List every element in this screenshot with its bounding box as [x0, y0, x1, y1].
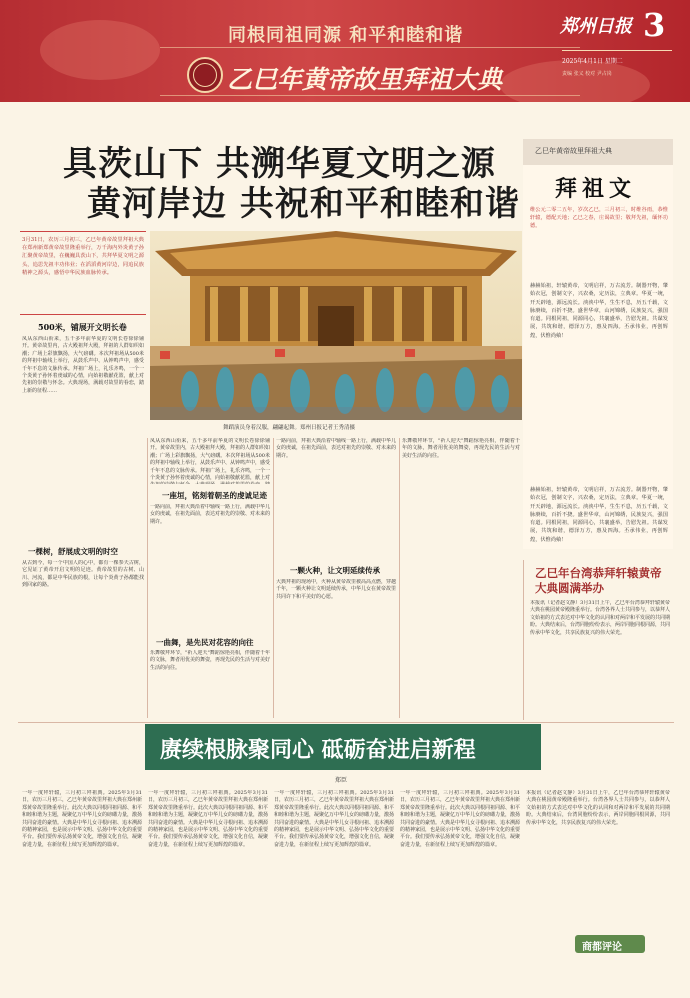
prayer-head-label: 乙巳年黄帝故里拜祖大典 [535, 147, 612, 155]
bottom-headline: 赓续根脉聚同心 砥砺奋进启新程 [160, 737, 476, 763]
taiwan-news-title-text: 乙巳年台湾恭拜轩辕黄帝大典圆满举办 [535, 566, 662, 595]
prayer-lead: 维公元二零二五年，岁次乙巳，三月初三，时维谷雨，恭惟轩辕，德配天地；乙巳之春，庄谒故里；敬拜先祖，缅怀功德。 [530, 207, 668, 229]
main-photo [150, 231, 522, 420]
paper-name: 郑州日报 [560, 16, 632, 37]
section-dance-title: 一曲舞，是先民对花容的向往 [156, 638, 254, 647]
photo-caption: 舞蹈演员身着汉服，翩翩起舞。郑州日报记者王秀清摄 [223, 425, 356, 431]
bottom-col-5: 本报讯（记者赵文静）3月31日上午，乙巳年台湾恭拜轩辕黄帝大典在桃园黄帝殿隆重举行。台湾各界人士共同参与，以恭拜人文始祖的方式表达对中华文化的认同和对两岸和平发展的共同期盼。大典结束后，台湾同胞纷纷表示，两岸同胞同根同源，共同传承中华文化，共享民族复兴的伟大荣光。 [526, 790, 670, 826]
prayer-verses: 赫赫始祖，轩辕黄帝，文明启祥，万古流芳。制器开物，肇始衣冠，创制文字，兴农桑，定历法，立典章。华夏一统，开天辟地，源远流长。泱泱中华，生生不息，历五千载，文脉赓续，百折不挠。盛世华章，山河锦绣，民族复兴，强国有道。同根同祖，同源同心，共襄盛举，告慰先祖。共谋发展，共筑和谐，德泽万方，惠及四海。丕承伟业，再创辉煌，伏惟尚飨！ [530, 283, 668, 339]
section-altar-body: 一路向前，拜祖大典沿着中轴线一路上行，满载中华儿女的虔诚，在祖先面前，表达对祖先的崇敬、对未来的期许。 [150, 504, 270, 525]
masthead-slogan: 同根同祖同源 和平和睦和谐 [228, 25, 464, 46]
event-title: 乙巳年黄帝故里拜祖大典 [227, 65, 503, 94]
section-flame-title: 一颗火种，让文明延续传承 [290, 566, 380, 575]
section-altar-title: 一座垣，铭刻着朝圣的虔诚足迹 [162, 491, 267, 500]
bottom-col-3: 一年一度拜轩辕，三月初三拜祖典。2025年3月31日，农历三月初三，乙巳年黄帝故里拜祖大典在郑州新郑黄帝故里隆重举行。此次大典以同根同祖同源、和平和睦和谐为主题，凝聚亿万中华儿女的磅礴力量，激扬共同奋进的豪情。大典是中华儿女寻根问祖、追本溯源的精神家园，也是展示中华文明、弘扬中华文化的重要平台。我们要传承弘扬黄帝文化，增强文化自信，凝聚奋进力量，在新征程上续写更加辉煌的篇章。 [274, 790, 394, 848]
taiwan-news-title [535, 566, 665, 596]
bottom-col-2: 一年一度拜轩辕，三月初三拜祖典。2025年3月31日，农历三月初三，乙巳年黄帝故里拜祖大典在郑州新郑黄帝故里隆重举行。此次大典以同根同祖同源、和平和睦和谐为主题，凝聚亿万中华儿女的磅礴力量，激扬共同奋进的豪情。大典是中华儿女寻根问祖、追本溯源的精神家园，也是展示中华文明、弘扬中华文化的重要平台。我们要传承弘扬黄帝文化，增强文化自信，凝聚奋进力量，在新征程上续写更加辉煌的篇章。 [148, 790, 268, 848]
commentary-badge-label: 商都评论 [582, 942, 622, 953]
section-tree-title: 一棵树，舒展成文明的时空 [28, 547, 118, 556]
headline-line2: 黄河岸边 共祝和平和睦和谐 [87, 184, 520, 224]
prayer-verses-2: 赫赫始祖，轩辕黄帝，文明启祥，万古流芳。制器开物，肇始衣冠，创制文字，兴农桑，定历法，立典章。华夏一统，开天辟地，源远流长。泱泱中华，生生不息，历五千载，文脉赓续，百折不挠。盛世华章，山河锦绣，民族复兴，强国有道。同根同祖，同源同心，共襄盛举，告慰先祖。共谋发展，共筑和谐，德泽万方，惠及四海。丕承伟业，再创辉煌，伏惟尚飨！ [530, 487, 668, 543]
section-tree-body: 从古到今，每一个中国人的心中，都有一棵参天古树，它见证了黄帝开启文明的足迹。黄帝故里的古树、山川、河流，都是中华民族的根，让每个炎黄子孙都能找到回家的路。 [22, 560, 144, 589]
intro-lead: 3月31日，农历三月初三，乙巳年黄帝故里拜祖大典在郑州新郑黄帝故里隆重举行，万千海内外炎黄子孙汇聚黄帝故里，在巍巍具茨山下，共拜华夏文明之源头，追思先祖丰功伟业；在滔滔黄河岸边，同追民族精神之源头，感悟中华民族血脉传承。 [22, 237, 144, 276]
masthead-banner [0, 0, 690, 102]
middle-col-1-body: 凤从东西山衔来，五千多年前华夏的文明长卷徐徐铺开。黄帝故里内，古大殿祖拜大殿，拜祖的人群如织如潮；广场上彩旗飘扬，大气磅礴。本次拜祖场从500米的拜祖中轴线上举行，从鼓乐声中、从钟鸣声中，感受千年不息的文脉传承。拜祖广场上，礼乐齐鸣，一个一个炎黄子孙怀着虔诚的心情，向始祖敬献花篮，献上对 [150, 438, 270, 482]
seal-inner-ring [193, 63, 217, 87]
section-dance-body: 乐舞敬拜环节，"祈人迎天"舞蹈惊艳亮相，伴随着千年的文脉，舞者用优美的舞姿，再现先民的生活与对美好生活的向往。 [150, 650, 270, 671]
date-line: 2025年4月1日 星期二 [562, 58, 623, 65]
bottom-col-1: 一年一度拜轩辕，三月初三拜祖典。2025年3月31日，农历三月初三，乙巳年黄帝故里拜祖大典在郑州新郑黄帝故里隆重举行。此次大典以同根同祖同源、和平和睦和谐为主题，凝聚亿万中华儿女的磅礴力量，激扬共同奋进的豪情。大典是中华儿女寻根问祖、追本溯源的精神家园，也是展示中华文明、弘扬中华文化的重要平台。我们要传承弘扬黄帝文化，增强文化自信，凝聚奋进力量，在新征程上续写更加辉煌的篇章。 [22, 790, 142, 848]
photo-illustration [150, 231, 522, 420]
editor-line: 责编 张义 校对 尹占岗 [562, 71, 612, 77]
taiwan-news-body: 本报讯（记者赵文静）3月31日上午，乙巳年台湾恭拜轩辕黄帝大典在桃园黄帝殿隆重举行。台湾各界人士共同参与，以恭拜人文始祖的方式表达对中华文化的认同和对两岸和平发展的共同期盼。大典结束后，台湾同胞纷纷表示，两岸同胞同根同源，共同传承中华文化，共享民族复兴的伟大荣光。 [530, 600, 670, 636]
middle-col-3-body: 乐舞敬拜环节，"祈人迎天"舞蹈惊艳亮相，伴随着千年的文脉，舞者用优美的舞姿，再现先民的生活与对美好生活的向往。 [402, 438, 520, 459]
bottom-col-4: 一年一度拜轩辕，三月初三拜祖典。2025年3月31日，农历三月初三，乙巳年黄帝故里拜祖大典在郑州新郑黄帝故里隆重举行。此次大典以同根同祖同源、和平和睦和谐为主题，凝聚亿万中华儿女的磅礴力量，激扬共同奋进的豪情。大典是中华儿女寻根问祖、追本溯源的精神家园，也是展示中华文明、弘扬中华文化的重要平台。我们要传承弘扬黄帝文化，增强文化自信，凝聚奋进力量，在新征程上续写更加辉煌的篇章。 [400, 790, 520, 848]
middle-col-2-body: 一路向前，拜祖大典沿着中轴线一路上行，满载中华儿女的虔诚，在祖先面前，表达对祖先的崇敬、对未来的期许。 [276, 438, 396, 459]
section-500m-title: 500米，铺展开文明长卷 [38, 322, 127, 332]
page-number: 3 [643, 6, 666, 44]
prayer-title: 拜祖文 [555, 176, 637, 202]
headline-line1: 具茨山下 共溯华夏文明之源 [63, 144, 496, 184]
bottom-byline: 郑臣 [335, 777, 348, 784]
section-500m-body: 凤从东西山衔来，五千多年前华夏的文明长卷徐徐铺开。黄帝故里内，古大殿祖拜大殿，拜祖的人群如织如潮；广场上彩旗飘扬，大气磅礴。本次拜祖场从500米的拜祖中轴线上举行，从鼓乐声中、从钟鸣声中，感受千年不息的文脉传承。拜祖广场上，礼乐齐鸣，一个一个炎黄子孙怀着虔诚的心情，向始祖敬献花篮，献上对先祖的崇敬与怀念。大典现场，满载对故里的眷恋，踏上新的征程…… [22, 336, 144, 394]
section-flame-body: 大典拜祖的现场中，火种从黄帝故里被高高点燃，穿越千年，一颗火种让文明延续传承，中华儿女在黄帝故里共同许下和平美好的心愿。 [276, 579, 396, 600]
